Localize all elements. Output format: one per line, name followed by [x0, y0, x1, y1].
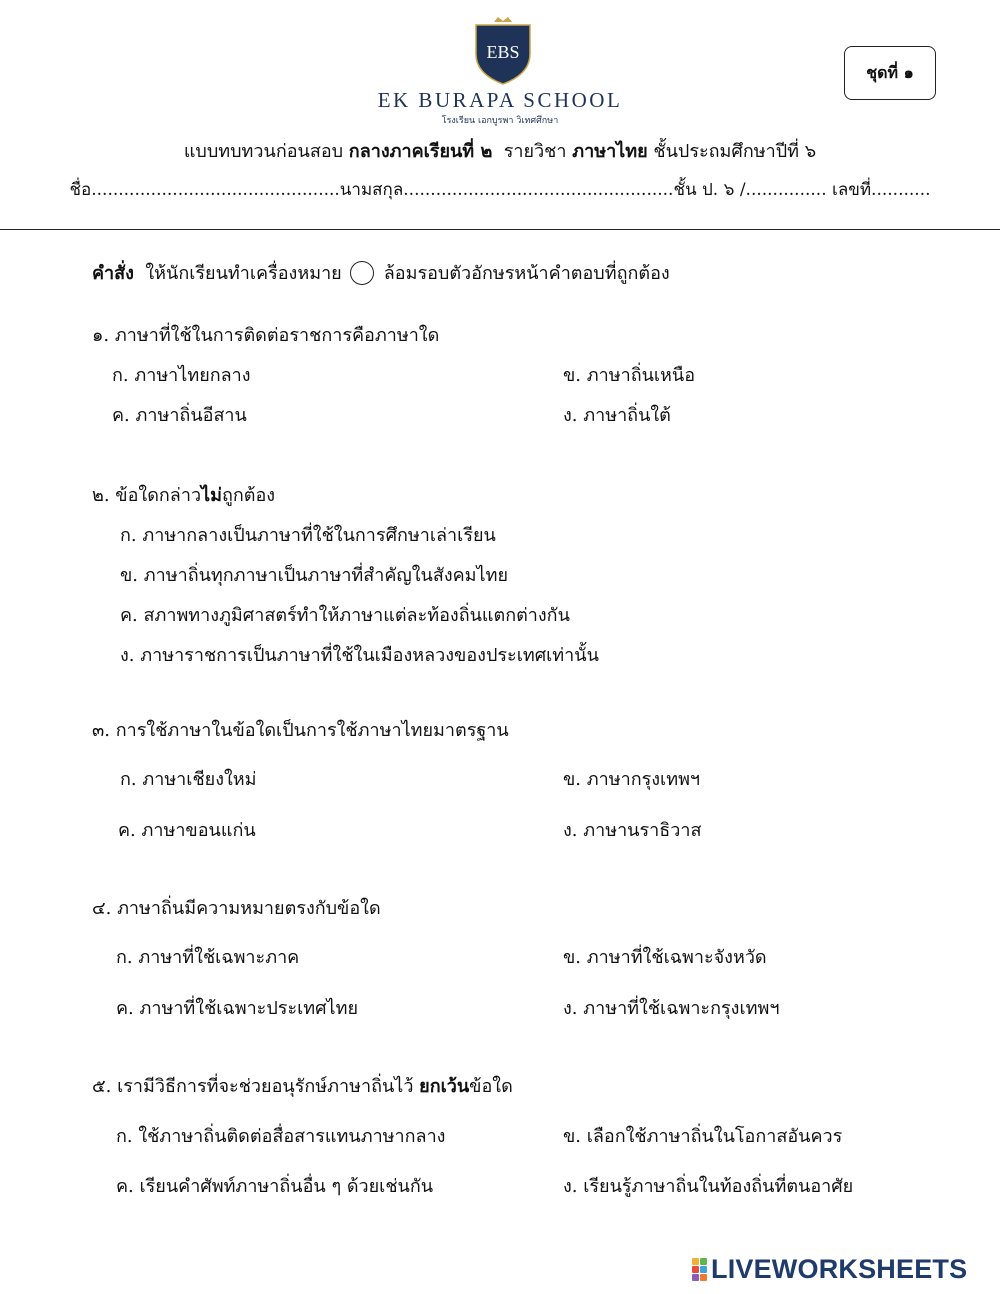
instruction-text-after: ล้อมรอบตัวอักษรหน้าคำตอบที่ถูกต้อง: [383, 263, 670, 284]
question-5-text-after: ข้อใด: [469, 1076, 513, 1097]
question-5-text-bold: ยกเว้น: [419, 1076, 470, 1097]
question-1-option-c[interactable]: ค. ภาษาถิ่นอีสาน: [112, 405, 247, 426]
school-name: EK BURAPA SCHOOL: [377, 88, 623, 112]
liveworksheets-wordmark: LIVEWORKSHEETS: [711, 1254, 968, 1284]
question-1-option-a[interactable]: ก. ภาษาไทยกลาง: [112, 365, 251, 386]
liveworksheets-brand[interactable]: [692, 1254, 967, 1285]
question-3-option-a[interactable]: ก. ภาษาเชียงใหม่: [120, 769, 257, 790]
question-3-option-c[interactable]: ค. ภาษาขอนแก่น: [118, 820, 256, 841]
liveworksheets-logo-icon: [692, 1258, 707, 1281]
logo-monogram: EBS: [486, 42, 520, 62]
instruction: [92, 258, 670, 287]
circle-mark-icon: [350, 261, 374, 285]
question-2-text-bold: ไม่: [201, 485, 222, 506]
question-5-option-a[interactable]: ก. ใช้ภาษาถิ่นติดต่อสื่อสารแทนภาษากลาง: [116, 1126, 446, 1147]
question-4: ๔. ภาษาถิ่นมีความหมายตรงกับข้อใด: [92, 898, 381, 919]
question-1-option-b[interactable]: ข. ภาษาถิ่นเหนือ: [563, 365, 696, 386]
student-info-line[interactable]: ชื่อ..............................................นามสกุล..................................................ชั้น ป. ๖ /............... เลขที่...........: [69, 180, 931, 200]
instruction-label: คำสั่ง: [92, 263, 134, 284]
question-4-option-b[interactable]: ข. ภาษาที่ใช้เฉพาะจังหวัด: [563, 947, 767, 968]
question-5: [92, 1071, 513, 1100]
test-title: [60, 136, 940, 165]
question-5-option-d[interactable]: ง. เรียนรู้ภาษาถิ่นในท้องถิ่นที่ตนอาศัย: [563, 1176, 854, 1197]
question-2-option-b[interactable]: ข. ภาษาถิ่นทุกภาษาเป็นภาษาที่สำคัญในสังคมไทย: [120, 565, 509, 586]
question-4-option-c[interactable]: ค. ภาษาที่ใช้เฉพาะประเทศไทย: [116, 998, 359, 1019]
question-3-option-d[interactable]: ง. ภาษานราธิวาส: [563, 820, 702, 841]
title-prefix: แบบทบทวนก่อนสอบ: [183, 141, 349, 162]
title-suffix: ชั้นประถมศึกษาปีที่ ๖: [647, 141, 817, 162]
question-2-option-d[interactable]: ง. ภาษาราชการเป็นภาษาที่ใช้ในเมืองหลวงของประเทศเท่านั้น: [120, 645, 599, 666]
question-5-option-b[interactable]: ข. เลือกใช้ภาษาถิ่นในโอกาสอันควร: [563, 1126, 843, 1147]
question-5-text-before: ๕. เรามีวิธีการที่จะช่วยอนุรักษ์ภาษาถิ่นไว้: [92, 1076, 420, 1097]
question-2-option-c[interactable]: ค. สภาพทางภูมิศาสตร์ทำให้ภาษาแต่ละท้องถิ่นแตกต่างกัน: [120, 605, 570, 626]
question-3-option-b[interactable]: ข. ภาษากรุงเทพฯ: [563, 769, 701, 790]
question-2-option-a[interactable]: ก. ภาษากลางเป็นภาษาที่ใช้ในการศึกษาเล่าเรียน: [120, 525, 496, 546]
question-1-option-d[interactable]: ง. ภาษาถิ่นใต้: [563, 405, 671, 426]
school-subtitle: โรงเรียน เอกบูรพา วิเทศศึกษา: [441, 116, 559, 126]
set-number-box: [844, 46, 936, 100]
title-subject: ภาษาไทย: [572, 141, 648, 162]
question-4-option-d[interactable]: ง. ภาษาที่ใช้เฉพาะกรุงเทพฯ: [563, 998, 780, 1019]
question-2-text-before: ๒. ข้อใดกล่าว: [92, 485, 202, 506]
question-2: [92, 480, 275, 509]
header-divider: [0, 229, 1000, 230]
instruction-text: ให้นักเรียนทำเครื่องหมาย: [133, 263, 342, 284]
question-1: ๑. ภาษาที่ใช้ในการติดต่อราชการคือภาษาใด: [92, 325, 440, 346]
question-3: ๓. การใช้ภาษาในข้อใดเป็นการใช้ภาษาไทยมาตรฐาน: [92, 720, 509, 741]
title-subject-prefix: รายวิชา: [492, 141, 573, 162]
school-logo-shield-icon: [472, 14, 534, 86]
question-4-option-a[interactable]: ก. ภาษาที่ใช้เฉพาะภาค: [116, 947, 300, 968]
question-2-text-after: ถูกต้อง: [221, 485, 276, 506]
set-number-label: ชุดที่ ๑: [866, 62, 914, 82]
question-5-option-c[interactable]: ค. เรียนคำศัพท์ภาษาถิ่นอื่น ๆ ด้วยเช่นกัน: [116, 1176, 434, 1197]
title-term: กลางภาคเรียนที่ ๒: [348, 141, 493, 162]
